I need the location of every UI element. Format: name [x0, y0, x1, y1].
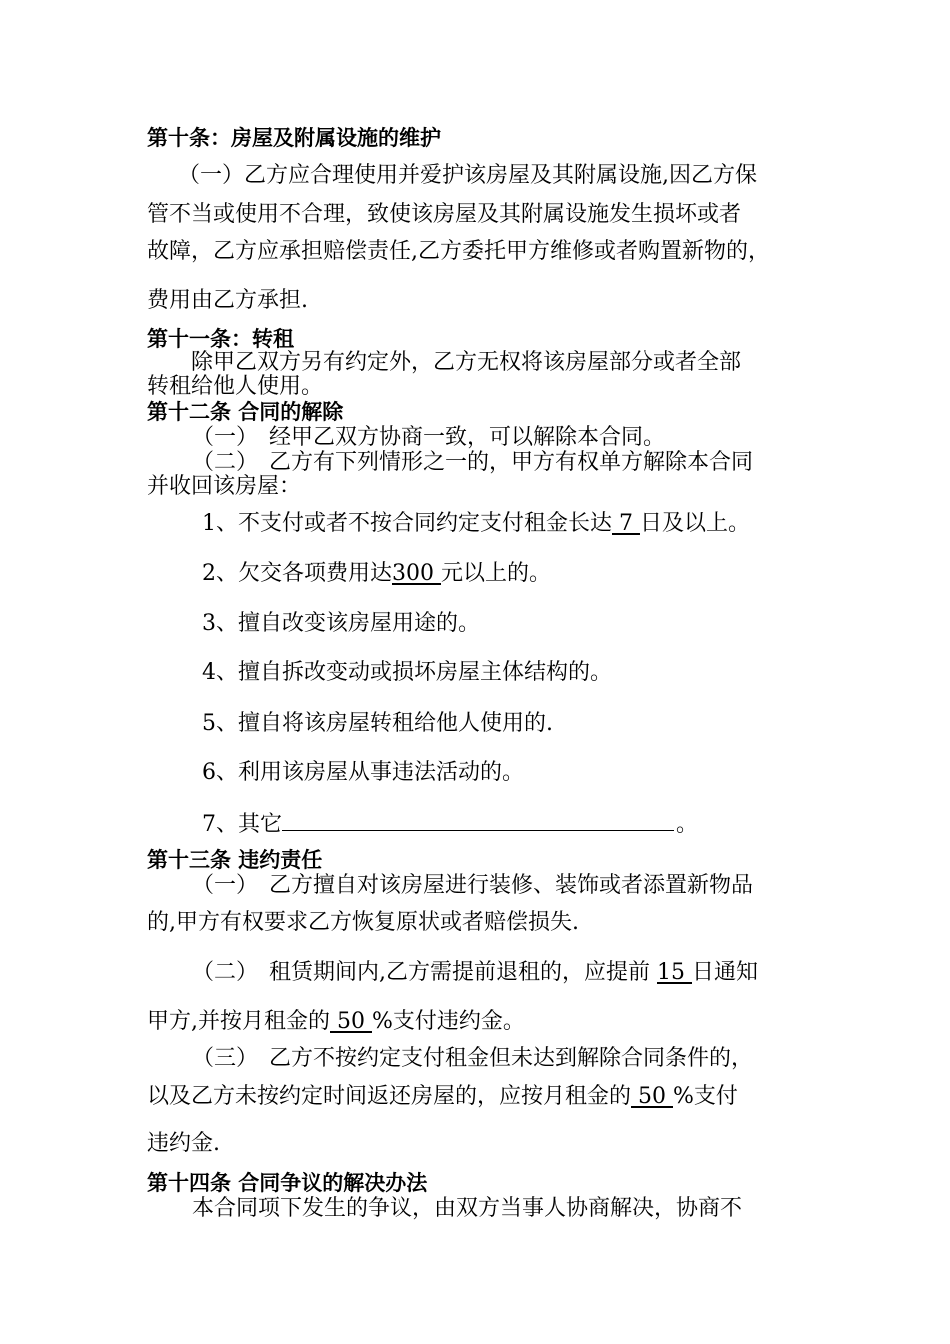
termination-item-2	[202, 560, 551, 588]
article-14-heading: 第十四条 合同争议的解决办法	[147, 1171, 428, 1195]
article-13-clause-3-line-2-suffix: %支付	[673, 1084, 738, 1109]
article-13-clause-3-line-2	[147, 1083, 738, 1111]
article-10-heading: 第十条：房屋及附属设施的维护	[147, 126, 441, 150]
termination-item-1-text: 1、不支付或者不按合同约定支付租金长达	[202, 511, 612, 536]
notice-days-value: 15	[657, 960, 692, 985]
article-13-clause-3-line-2-text: 以及乙方未按约定时间返还房屋的，应按月租金的	[147, 1084, 632, 1109]
termination-item-7	[202, 810, 698, 838]
termination-item-7-suffix: 。	[676, 812, 699, 837]
termination-item-7-text: 7、其它	[202, 812, 282, 837]
termination-item-1	[202, 510, 750, 538]
article-13-clause-2-suffix: 日通知	[692, 960, 759, 985]
termination-item-2-text: 2、欠交各项费用达	[202, 561, 392, 586]
termination-item-4: 4、擅自拆改变动或损坏房屋主体结构的。	[202, 660, 612, 685]
article-13-heading: 第十三条 违约责任	[147, 848, 323, 872]
termination-item-6: 6、利用该房屋从事违法活动的。	[202, 760, 524, 785]
article-12-clause-1: （一） 经甲乙双方协商一致，可以解除本合同。	[192, 425, 666, 450]
article-12-clause-2-line-1: （二） 乙方有下列情形之一的，甲方有权单方解除本合同	[192, 450, 754, 475]
article-13-clause-3-line-3: 违约金.	[147, 1131, 220, 1156]
article-12-heading: 第十二条 合同的解除	[147, 400, 344, 424]
article-10-line-1: （一）乙方应合理使用并爱护该房屋及其附属设施,因乙方保	[178, 163, 757, 188]
article-13-clause-2-line-1	[192, 959, 758, 987]
late-payment-percent-value: 50	[631, 1084, 673, 1109]
article-12-clause-2-line-2: 并收回该房屋：	[147, 474, 302, 499]
article-10-line-2: 管不当或使用不合理，致使该房屋及其附属设施发生损坏或者	[147, 202, 742, 227]
termination-item-2-suffix: 元以上的。	[440, 561, 551, 586]
article-10-line-3: 故障，乙方应承担赔偿责任,乙方委托甲方维修或者购置新物的，	[147, 239, 770, 264]
article-11-heading: 第十一条：转租	[147, 327, 294, 351]
article-14-line-1: 本合同项下发生的争议，由双方当事人协商解决，协商不	[192, 1196, 743, 1221]
article-11-line-1: 除甲乙双方另有约定外，乙方无权将该房屋部分或者全部	[191, 350, 742, 375]
termination-item-5: 5、擅自将该房屋转租给他人使用的.	[202, 711, 553, 736]
fee-amount-value: 300	[392, 561, 441, 586]
article-13-clause-3-line-1: （三） 乙方不按约定支付租金但未达到解除合同条件的，	[192, 1046, 754, 1071]
article-13-clause-2-line-2-suffix: %支付违约金。	[371, 1009, 525, 1034]
article-13-clause-2-text: （二） 租赁期间内,乙方需提前退租的，应提前	[192, 960, 657, 985]
overdue-days-value: 7	[612, 511, 640, 536]
article-13-clause-1-line-1: （一） 乙方擅自对该房屋进行装修、装饰或者添置新物品	[192, 873, 754, 898]
early-termination-percent-value: 50	[330, 1009, 372, 1034]
article-13-clause-1-line-2: 的,甲方有权要求乙方恢复原状或者赔偿损失.	[147, 910, 579, 935]
other-blank-line	[282, 810, 674, 831]
termination-item-1-suffix: 日及以上。	[639, 511, 750, 536]
article-10-line-4: 费用由乙方承担.	[147, 288, 308, 313]
article-13-clause-2-line-2	[147, 1008, 525, 1036]
article-11-line-2: 转租给他人使用。	[147, 374, 324, 399]
termination-item-3: 3、擅自改变该房屋用途的。	[202, 611, 480, 636]
article-13-clause-2-line-2-text: 甲方,并按月租金的	[147, 1009, 330, 1034]
